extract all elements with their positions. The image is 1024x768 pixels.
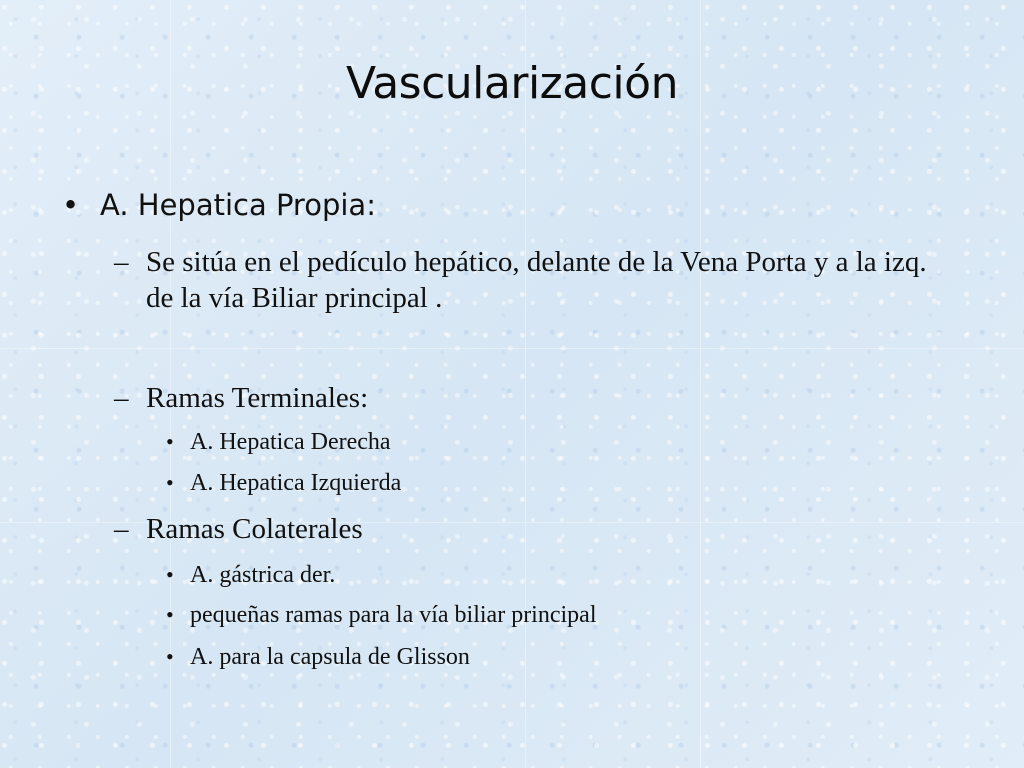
bullet-dot-icon: • <box>166 470 174 495</box>
bullet-level1-label: A. Hepatica Propia: <box>100 188 376 222</box>
sub-bullet-text: Ramas Terminales: <box>146 382 369 414</box>
list-item <box>166 428 391 456</box>
dash-bullet-icon: – <box>114 513 129 545</box>
sub-bullet-ramas-terminales <box>114 380 934 416</box>
bullet-dot-icon: • <box>166 562 174 587</box>
background-tile-line <box>0 348 1024 349</box>
list-item <box>166 561 335 589</box>
bullet-dot-icon: • <box>166 602 174 627</box>
sub-bullet-ramas-colaterales <box>114 511 934 547</box>
bullet-dot-icon: • <box>62 188 80 222</box>
list-item <box>166 469 401 497</box>
bullet-dot-icon: • <box>166 429 174 454</box>
list-item <box>166 643 470 671</box>
list-item-text: A. gástrica der. <box>190 562 336 588</box>
sub-bullet-text: Ramas Colaterales <box>146 513 363 545</box>
dash-bullet-icon: – <box>114 382 129 414</box>
slide-title: Vascularización <box>346 58 678 109</box>
sub-bullet-text: Se sitúa en el pedículo hepático, delante de la Vena Porta y a la izq. de la vía Biliar principal . <box>146 246 927 314</box>
list-item-text: A. para la capsula de Glisson <box>190 644 470 670</box>
list-item-text: A. Hepatica Derecha <box>190 429 391 455</box>
dash-bullet-icon: – <box>114 246 129 278</box>
list-item-text: A. Hepatica Izquierda <box>190 470 402 496</box>
bullet-dot-icon: • <box>166 644 174 669</box>
sub-bullet-description <box>114 244 934 316</box>
list-item <box>166 601 597 629</box>
list-item-text: pequeñas ramas para la vía biliar principal <box>190 602 597 628</box>
